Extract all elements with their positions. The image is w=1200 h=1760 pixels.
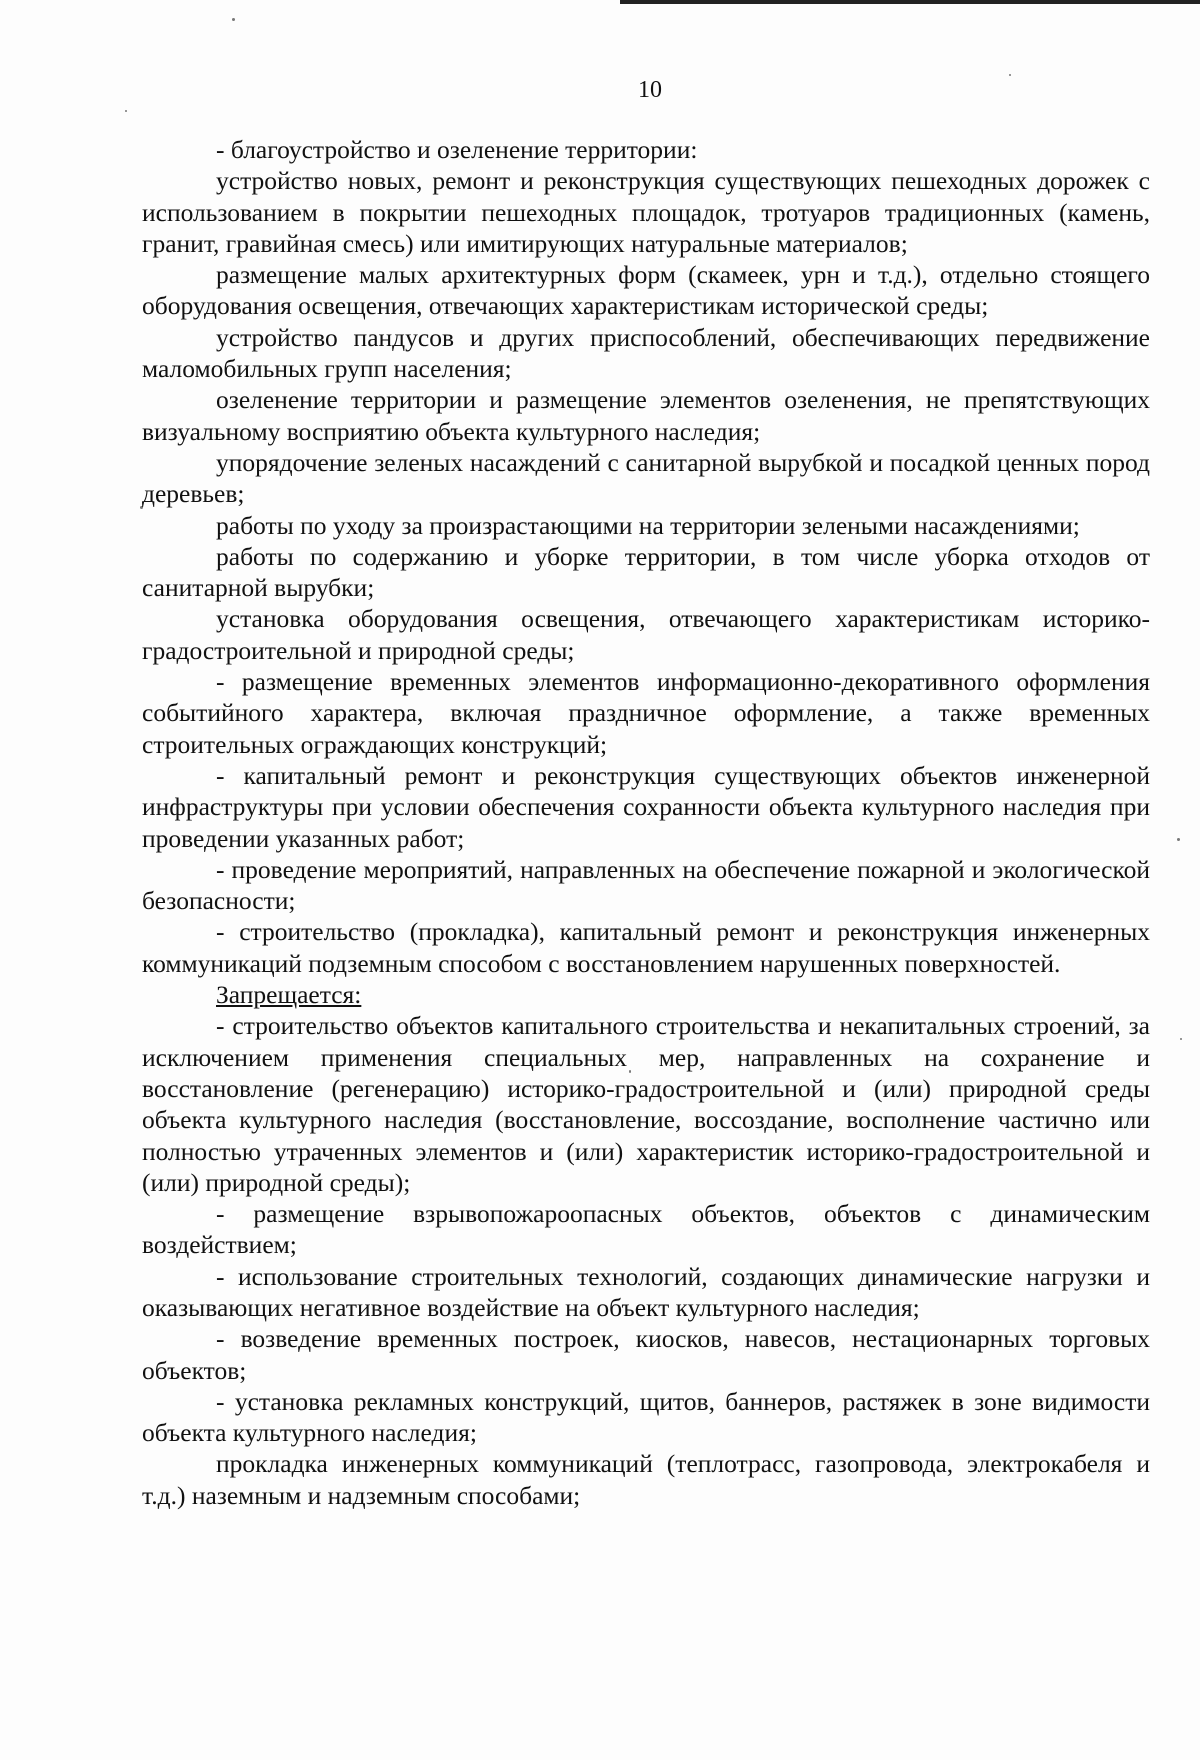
prohibited-item: - размещение взрывопожароопасных объектов, объектов с динамическим воздействием;: [142, 1199, 1150, 1260]
paragraph: работы по содержанию и уборке территории, в том числе уборка отходов от санитарной вырубки;: [142, 541, 1150, 603]
paragraph: - капитальный ремонт и реконструкция существующих объектов инженерной инфраструктуры при условии обеспечения сохранности объекта культурного наследия при проведении указанных работ;: [142, 760, 1150, 853]
prohibited-item: - возведение временных построек, киосков, навесов, нестационарных торговых объектов;: [142, 1324, 1150, 1385]
scan-speck: [1180, 1038, 1182, 1040]
paragraph: - благоустройство и озеленение территории:: [216, 135, 698, 164]
scan-speck: [232, 18, 235, 21]
paragraph: установка оборудования освещения, отвечающего характеристикам историко-градостроительной и природной среды;: [142, 604, 1150, 665]
prohibited-item: - установка рекламных конструкций, щитов, баннеров, растяжек в зоне видимости объекта культурного наследия;: [142, 1386, 1150, 1448]
paragraph: - размещение временных элементов информационно-декоративного оформления событийного характера, включая праздничное оформление, а также временных строительных ограждающих конструкций;: [142, 667, 1150, 759]
prohibited-item: прокладка инженерных коммуникаций (теплотрасс, газопровода, электрокабеля и т.д.) наземным и надземным способами;: [142, 1449, 1150, 1510]
paragraph: работы по уходу за произрастающими на территории зелеными насаждениями;: [216, 510, 1080, 540]
paragraph: устройство новых, ремонт и реконструкция существующих пешеходных дорожек с использованием в покрытии пешеходных площадок, тротуаров традиционных (камень, гранит, гравийная смесь) или имитирующих натуральные материалов;: [142, 166, 1150, 258]
scan-speck: [125, 110, 127, 112]
scan-speck: [1177, 838, 1180, 841]
paragraph: размещение малых архитектурных форм (скамеек, урн и т.д.), отдельно стоящего оборудования освещения, отвечающих характеристикам исторической среды;: [142, 260, 1150, 321]
document-body: [142, 134, 1150, 1511]
paragraph: озеленение территории и размещение элементов озеленения, не препятствующих визуальному восприятию объекта культурного наследия;: [142, 385, 1150, 446]
paragraph: упорядочение зеленых насаждений с санитарной вырубкой и посадкой ценных пород деревьев;: [142, 447, 1150, 509]
prohibited-item: - использование строительных технологий, создающих динамические нагрузки и оказывающих негативное воздействие на объект культурного наследия;: [142, 1261, 1150, 1322]
paragraph: устройство пандусов и других приспособлений, обеспечивающих передвижение маломобильных групп населения;: [142, 322, 1150, 384]
prohibited-heading-text: Запрещается:: [216, 980, 362, 1010]
scan-speck: [1009, 74, 1011, 76]
paragraph: - строительство (прокладка), капитальный ремонт и реконструкция инженерных коммуникаций подземным способом с восстановлением нарушенных поверхностей.: [142, 917, 1150, 978]
paragraph: - проведение мероприятий, направленных на обеспечение пожарной и экологической безопасности;: [142, 854, 1150, 916]
prohibited-item: - строительство объектов капитального строительства и некапитальных строений, за исключением применения специальных мер, направленных на сохранение и восстановление (регенерацию) историко-градостроительной и (или) природной среды объекта культурного наследия (восстановление, воссоздание, восполнение частично или полностью утраченных элементов и (или) характеристик историко-градостроительной и (или) природной среды);: [142, 1011, 1150, 1197]
scan-edge-line: [620, 0, 1200, 4]
page-number: 10: [638, 77, 662, 103]
prohibited-section-heading: [142, 979, 1150, 1010]
